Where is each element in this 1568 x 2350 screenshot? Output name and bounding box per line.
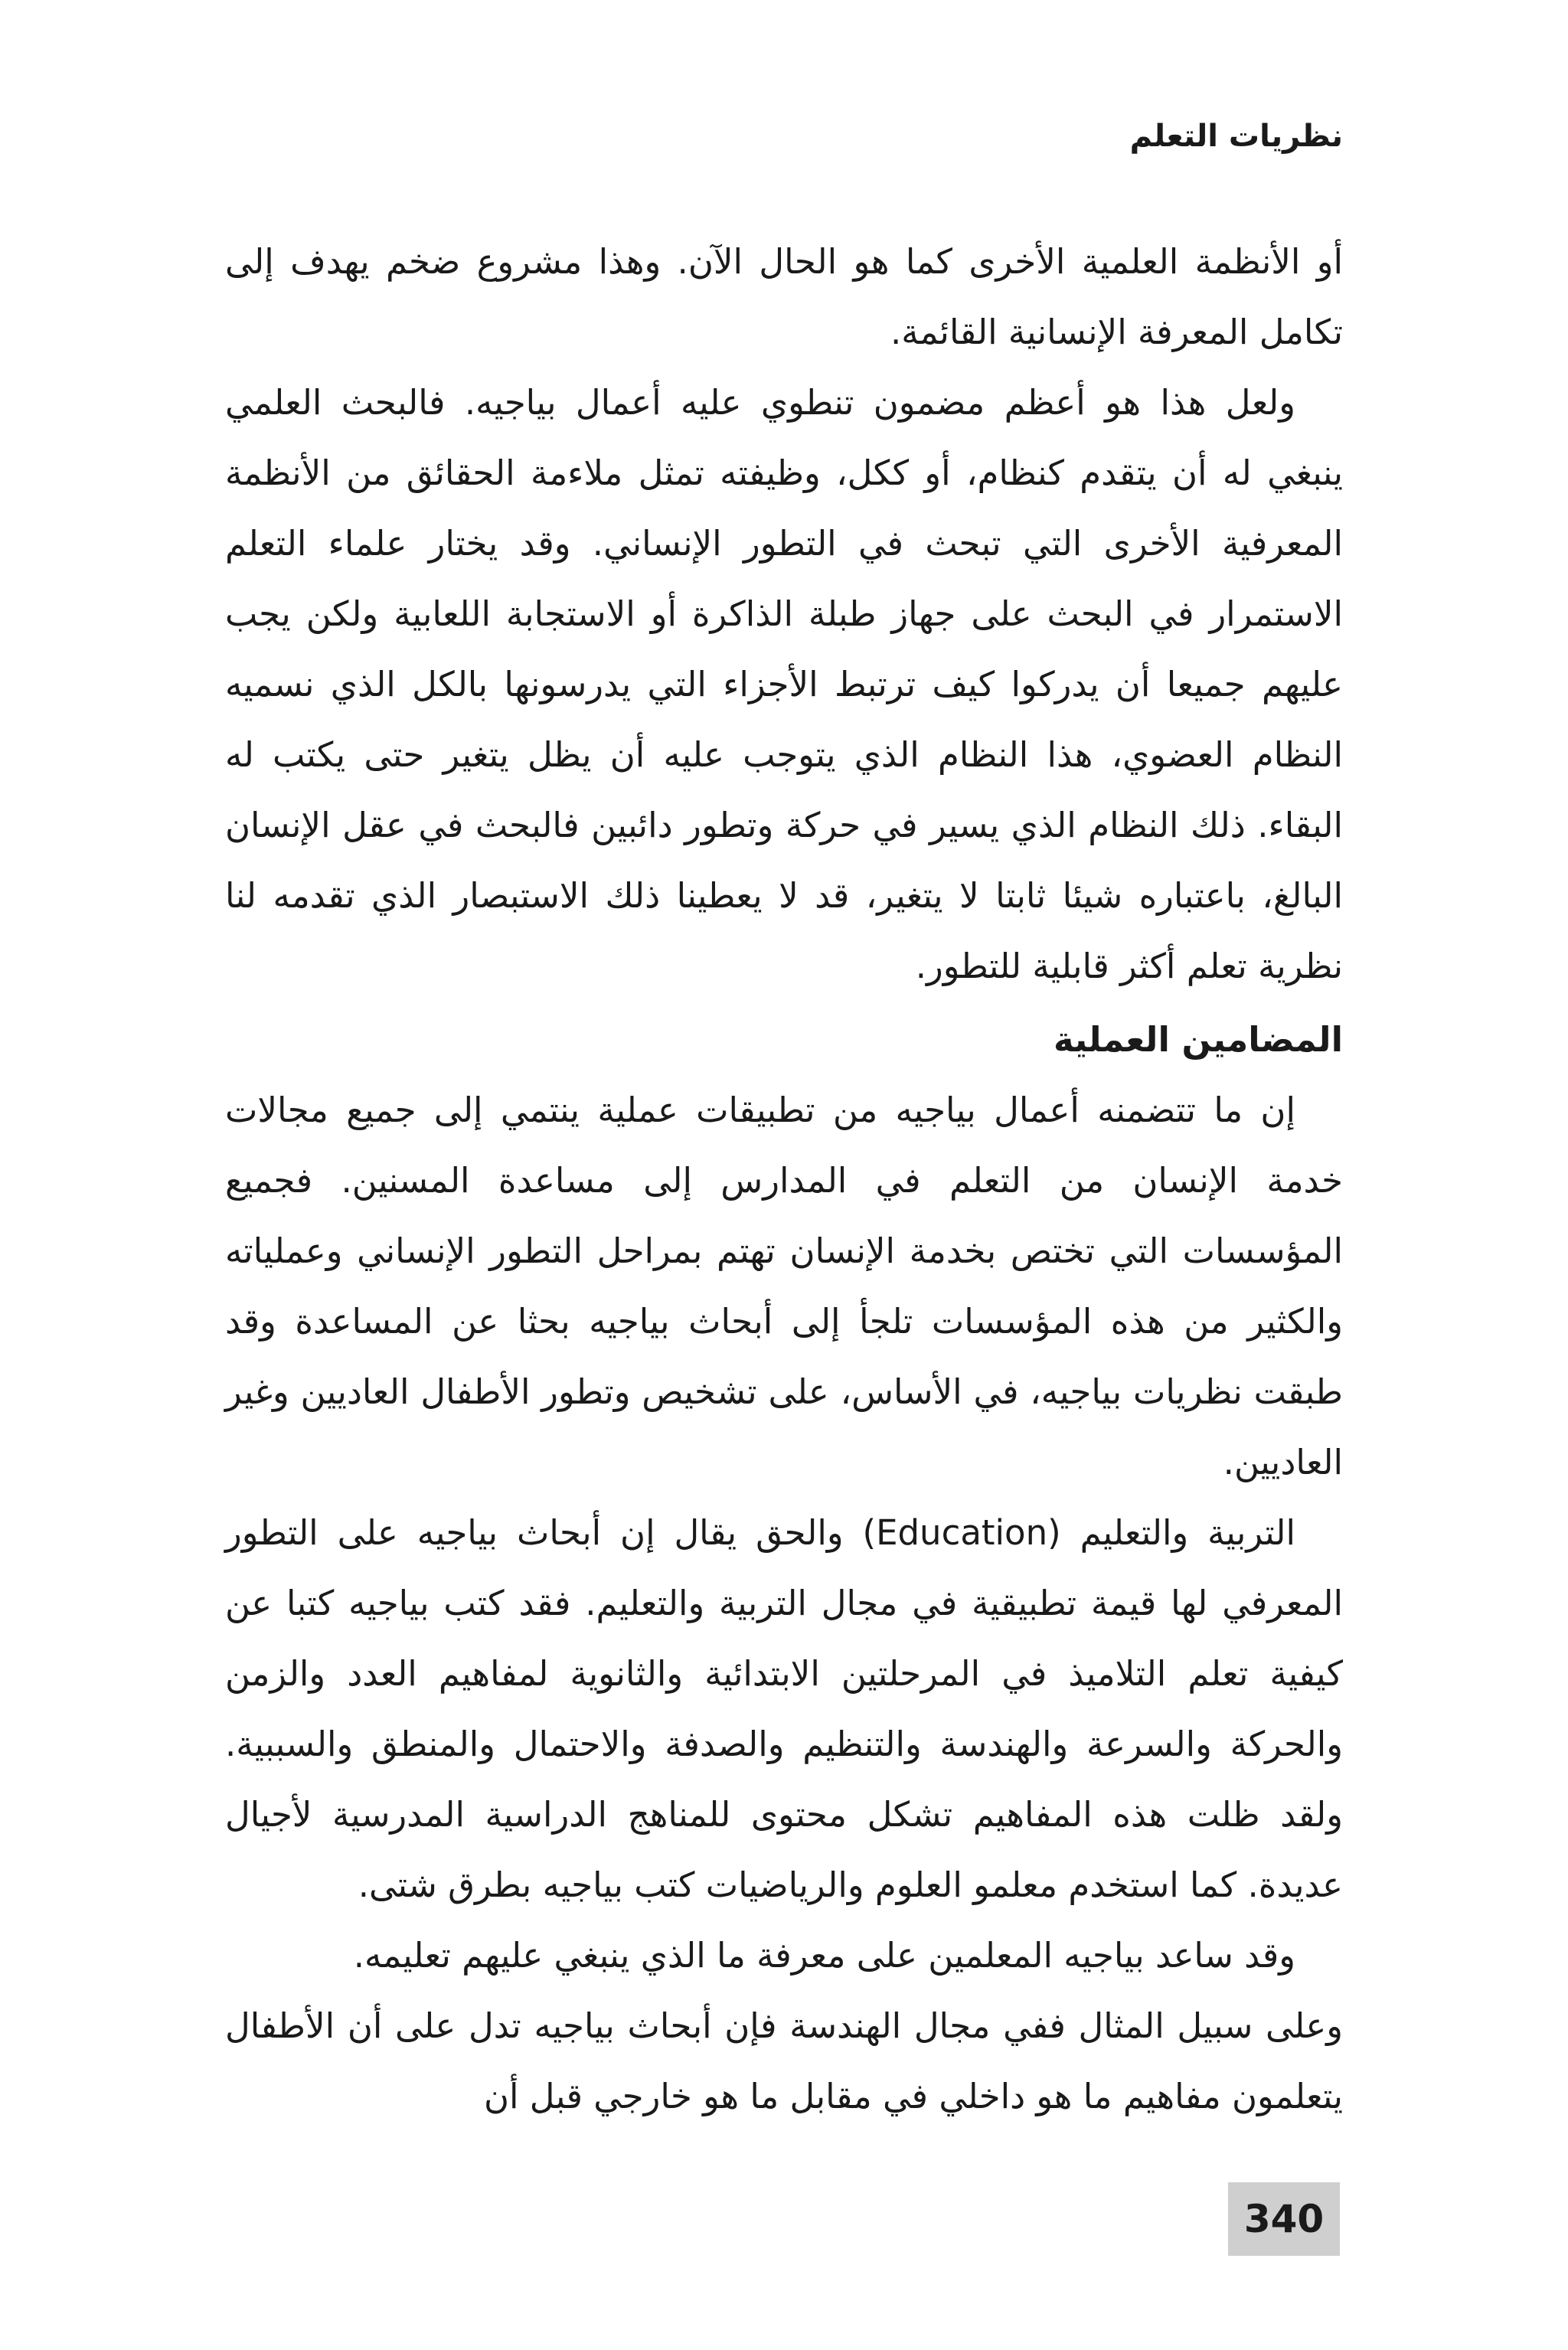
running-head-title: نظريات التعلم (1129, 119, 1343, 154)
paragraph: أو الأنظمة العلمية الأخرى كما هو الحال الآن. وهذا مشروع ضخم يهدف إلى تكامل المعرفة الإنسانية القائمة. (225, 241, 1343, 352)
body-text-block-2 (225, 1005, 1343, 2132)
paragraph: ولعل هذا هو أعظم مضمون تنطوي عليه أعمال بياجيه. فالبحث العلمي ينبغي له أن يتقدم كنظام، أو ككل، وظيفته تمثل ملاءمة الحقائق من الأنظمة المعرفية الأخرى التي تبحث في التطور الإنساني. وقد يختار علماء التعلم الاستمرار في البحث على جهاز طبلة الذاكرة أو الاستجابة اللعابية ولكن يجب عليهم جميعا أن يدركوا كيف ترتبط الأجزاء التي يدرسونها بالكل الذي نسميه النظام العضوي، هذا النظام الذي يتوجب عليه أن يظل يتغير حتى يكتب له البقاء. ذلك النظام الذي يسير في حركة وتطور دائبين فالبحث في عقل الإنسان البالغ، باعتباره شيئا ثابتا لا يتغير، قد لا يعطينا ذلك الاستبصار الذي تقدمه لنا نظرية تعلم أكثر قابلية للتطور. (225, 382, 1343, 986)
paragraph: وقد ساعد بياجيه المعلمين على معرفة ما الذي ينبغي عليهم تعليمه. (353, 1935, 1295, 1976)
section-heading: المضامين العملية (1053, 1019, 1343, 1060)
paragraph: التربية والتعليم (Education) والحق يقال إن أبحاث بياجيه على التطور المعرفي لها قيمة تطبيقية في مجال التربية والتعليم. فقد كتب بياجيه كتبا عن كيفية تعلم التلاميذ في المرحلتين الابتدائية والثانوية لمفاهيم العدد والزمن والحركة والسرعة والهندسة والتنظيم والصدفة والاحتمال والمنطق والسببية. ولقد ظلت هذه المفاهيم تشكل محتوى للمناهج الدراسية المدرسية لأجيال عديدة. كما استخدم معلمو العلوم والرياضيات كتب بياجيه بطرق شتى. (225, 1512, 1343, 1905)
page-number: 340 (1243, 2197, 1325, 2241)
page-number-box (1228, 2182, 1340, 2256)
body-text-block-1 (225, 227, 1343, 1002)
paragraph: وعلى سبيل المثال ففي مجال الهندسة فإن أبحاث بياجيه تدل على أن الأطفال يتعلمون مفاهيم ما هو داخلي في مقابل ما هو خارجي قبل أن (225, 2005, 1343, 2116)
paragraph: إن ما تتضمنه أعمال بياجيه من تطبيقات عملية ينتمي إلى جميع مجالات خدمة الإنسان من التعلم في المدارس إلى مساعدة المسنين. فجميع المؤسسات التي تختص بخدمة الإنسان تهتم بمراحل التطور الإنساني وعملياته والكثير من هذه المؤسسات تلجأ إلى أبحاث بياجيه بحثا عن المساعدة وقد طبقت نظريات بياجيه، في الأساس، على تشخيص وتطور الأطفال العاديين وغير العاديين. (225, 1090, 1343, 1482)
